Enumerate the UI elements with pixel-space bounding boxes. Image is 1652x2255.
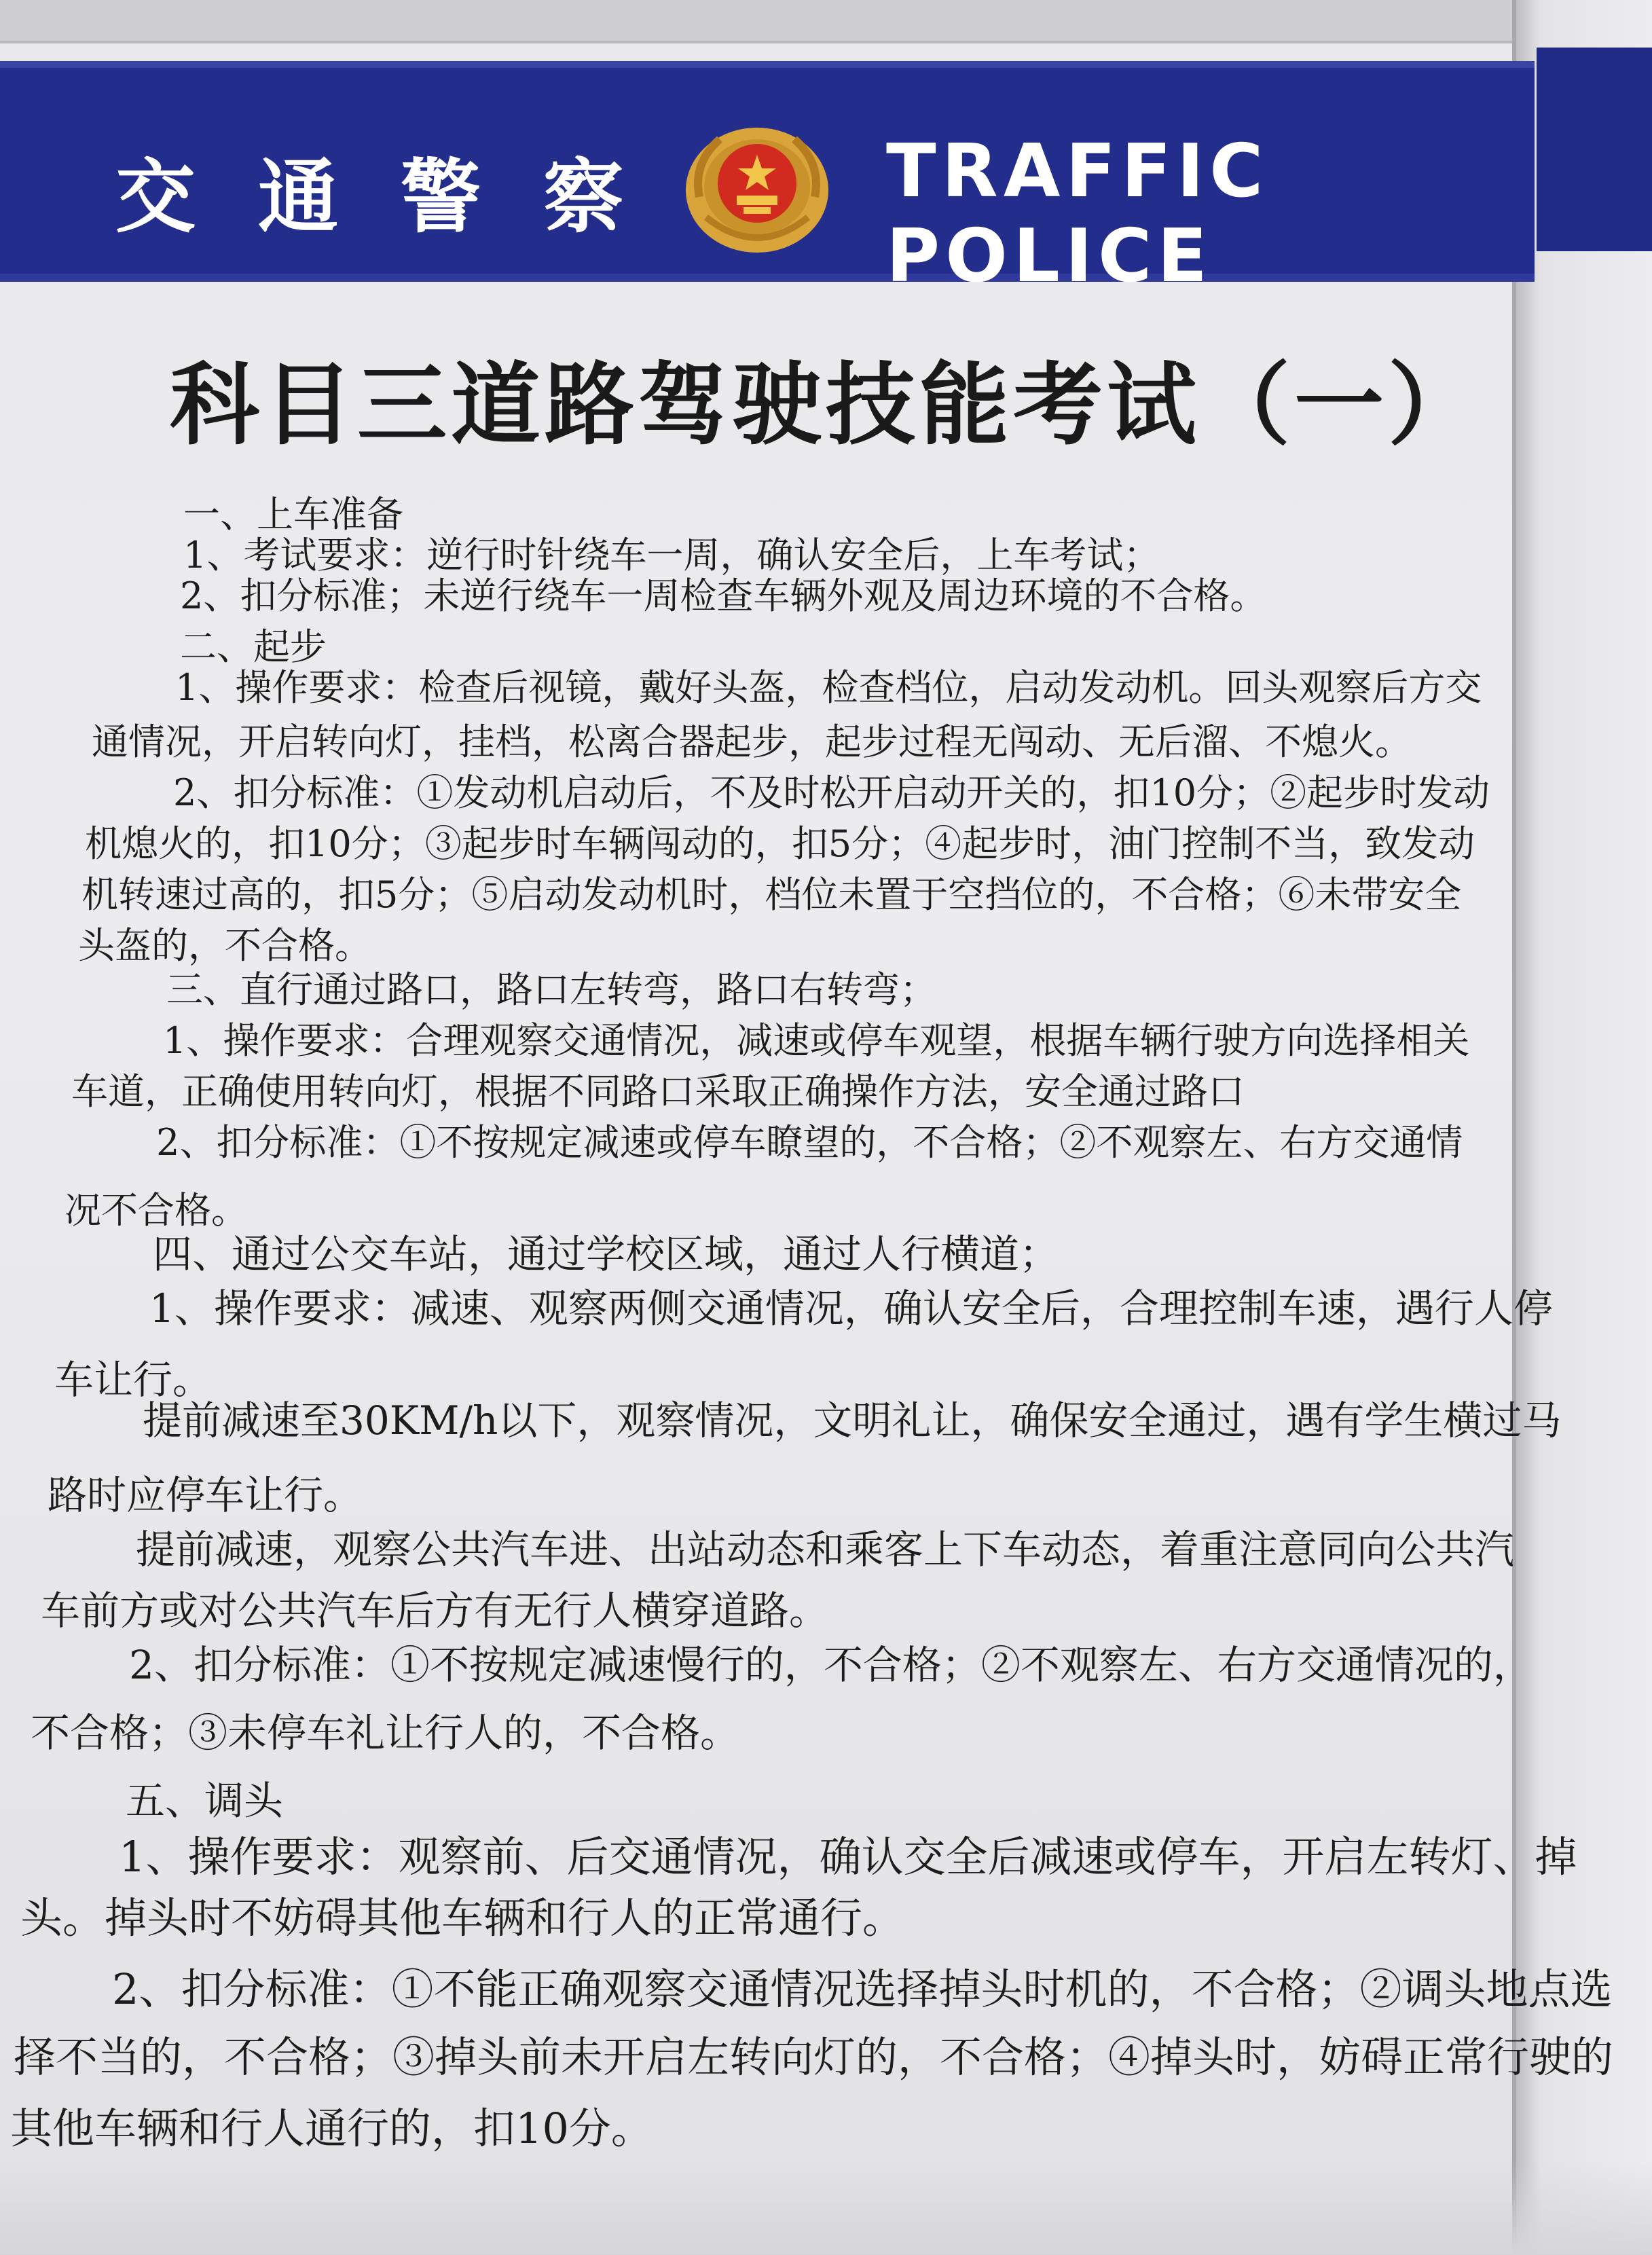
board-frame-top	[0, 0, 1652, 43]
adjacent-sign-panel	[1512, 0, 1652, 2255]
text-line: 提前减速至30KM/h以下，观察情况，文明礼让，确保安全通过，遇有学生横过马	[143, 1397, 1562, 1444]
text-line: 提前减速，观察公共汽车进、出站动态和乘客上下车动态，着重注意同向公共汽	[136, 1526, 1515, 1573]
text-line: 2、扣分标准；未逆行绕车一周检查车辆外观及周边环境的不合格。	[180, 574, 1267, 617]
text-line: 1、考试要求：逆行时针绕车一周，确认安全后，上车考试；	[183, 534, 1160, 576]
text-line: 2、扣分标准：①发动机启动后，不及时松开启动开关的，扣10分；②起步时发动	[173, 771, 1490, 814]
text-line: 2、扣分标准：①不能正确观察交通情况选择掉头时机的，不合格；②调头地点选	[112, 1964, 1613, 2014]
section-heading: 二、起步	[180, 625, 327, 668]
adjacent-sign-header	[1537, 48, 1652, 251]
text-line: 1、操作要求：检查后视镜，戴好头盔，检查档位，启动发动机。回头观察后方交	[175, 666, 1482, 709]
header-title-english: TRAFFIC POLICE	[886, 129, 1269, 299]
text-line: 车前方或对公共汽车后方有无行人横穿道路。	[41, 1588, 829, 1634]
bottom-shadow	[0, 2159, 1652, 2255]
section-heading: 一、上车准备	[183, 493, 403, 536]
text-line: 择不当的，不合格；③掉头前未开启左转向灯的，不合格；④掉头时，妨碍正常行驶的	[14, 2032, 1614, 2082]
text-line: 况不合格。	[65, 1189, 248, 1232]
text-line: 头盔的，不合格。	[78, 924, 371, 967]
section-heading: 四、通过公交车站，通过学校区域，通过人行横道；	[153, 1231, 1059, 1277]
sign-header-band	[0, 61, 1535, 299]
text-line: 1、操作要求：合理观察交通情况，减速或停车观望，根据车辆行驶方向选择相关	[163, 1019, 1470, 1062]
text-line: 通情况，开启转向灯，挂档，松离合器起步，起步过程无闯动、无后溜、不熄火。	[92, 720, 1412, 763]
police-emblem-icon	[679, 115, 835, 258]
header-title-chinese: 交通警察	[115, 150, 686, 244]
text-line: 机转速过高的，扣5分；⑤启动发动机时，档位未置于空挡位的，不合格；⑥未带安全	[81, 873, 1462, 916]
section-heading: 五、调头	[126, 1778, 284, 1824]
text-line: 机熄火的，扣10分；③起步时车辆闯动的，扣5分；④起步时，油门控制不当，致发动	[85, 822, 1475, 865]
text-line: 车道，正确使用转向灯，根据不同路口采取正确操作方法，安全通过路口	[71, 1070, 1245, 1113]
text-line: 其他车辆和行人通行的，扣10分。	[10, 2104, 653, 2153]
text-line: 头。掉头时不妨碍其他车辆和行人的正常通行。	[20, 1893, 905, 1943]
text-line: 不合格；③未停车礼让行人的，不合格。	[31, 1710, 740, 1756]
text-line: 车让行。	[54, 1357, 213, 1403]
text-line: 路时应停车让行。	[48, 1472, 363, 1518]
document-title: 科目三道路驾驶技能考试（一）	[170, 353, 1482, 458]
section-heading: 三、直行通过路口，路口左转弯，路口右转弯；	[166, 968, 936, 1011]
text-line: 1、操作要求：观察前、后交通情况，确认交全后减速或停车，开启左转灯、掉	[119, 1832, 1577, 1882]
text-line: 2、扣分标准：①不按规定减速或停车瞭望的，不合格；②不观察左、右方交通情	[156, 1121, 1463, 1164]
text-line: 2、扣分标准：①不按规定减速慢行的，不合格；②不观察左、右方交通情况的，	[129, 1642, 1532, 1688]
text-line: 1、操作要求：减速、观察两侧交通情况，确认安全后，合理控制车速，遇行人停	[149, 1285, 1553, 1332]
